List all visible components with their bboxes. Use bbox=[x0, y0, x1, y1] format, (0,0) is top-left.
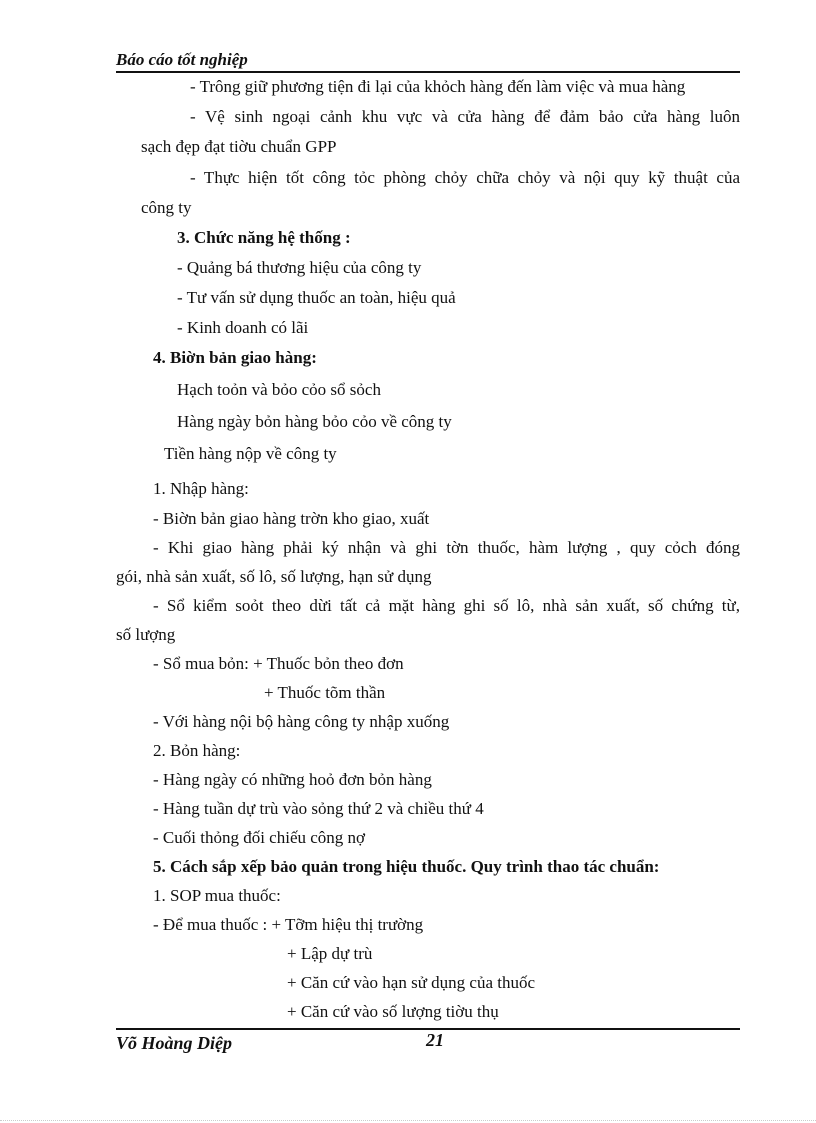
text-line: + Lập dự trù bbox=[287, 944, 373, 963]
section-heading: 3. Chức năng hệ thống : bbox=[177, 228, 351, 247]
footer-author: Võ Hoàng Diệp bbox=[116, 1033, 233, 1053]
running-header: Báo cáo tốt nghiệp bbox=[116, 50, 248, 69]
text-line: - Sổ kiểm soỏt theo dừi tất cả mặt hàng ghi số lô, nhà sản xuất, số chứng từ, bbox=[153, 596, 740, 615]
section-heading: 4. Biờn bản giao hàng: bbox=[153, 348, 317, 367]
header-rule bbox=[116, 71, 740, 73]
text-line: công ty bbox=[141, 198, 192, 217]
page-number: 21 bbox=[426, 1030, 444, 1050]
text-line: gói, nhà sản xuất, số lô, số lượng, hạn sử dụng bbox=[116, 567, 432, 586]
text-line: - Sổ mua bỏn: + Thuốc bỏn theo đơn bbox=[153, 654, 404, 673]
text-line: - Hàng tuần dự trù vào sỏng thứ 2 và chiều thứ 4 bbox=[153, 799, 484, 818]
text-line: - Tư vấn sử dụng thuốc an toàn, hiệu quả bbox=[177, 288, 456, 307]
text-line: - Biờn bản giao hàng trờn kho giao, xuất bbox=[153, 509, 430, 528]
text-line: - Với hàng nội bộ hàng công ty nhập xuống bbox=[153, 712, 450, 731]
text-line: Hạch toỏn và bỏo cỏo sổ sỏch bbox=[177, 380, 381, 399]
text-line: Hàng ngày bỏn hàng bỏo cỏo về công ty bbox=[177, 412, 452, 431]
text-line: sạch đẹp đạt tiờu chuẩn GPP bbox=[141, 137, 337, 156]
page-edge bbox=[0, 1120, 816, 1121]
text-line: số lượng bbox=[116, 625, 176, 644]
text-line: - Khi giao hàng phải ký nhận và ghi tờn thuốc, hàm lượng , quy cỏch đóng bbox=[153, 538, 740, 557]
text-line: + Căn cứ vào số lượng tiờu thụ bbox=[287, 1002, 499, 1021]
text-line: - Thực hiện tốt công tỏc phòng chỏy chữa chỏy và nội quy kỹ thuật của bbox=[190, 168, 740, 187]
text-line: 2. Bỏn hàng: bbox=[153, 741, 241, 760]
text-line: - Vệ sinh ngoại cảnh khu vực và cửa hàng để đảm bảo cửa hàng luôn bbox=[190, 107, 740, 126]
text-line: - Trông giữ phương tiện đi lại của khỏch hàng đến làm việc và mua hàng bbox=[190, 77, 686, 96]
text-line: - Kinh doanh có lãi bbox=[177, 318, 309, 337]
text-line: - Quảng bá thương hiệu của công ty bbox=[177, 258, 422, 277]
text-line: - Hàng ngày có những hoỏ đơn bỏn hàng bbox=[153, 770, 432, 789]
text-line: + Thuốc tõm thần bbox=[264, 683, 386, 702]
text-line: + Căn cứ vào hạn sử dụng của thuốc bbox=[287, 973, 536, 992]
text-line: - Cuối thỏng đối chiếu công nợ bbox=[153, 828, 366, 847]
text-line: Tiền hàng nộp về công ty bbox=[164, 444, 337, 463]
text-line: - Để mua thuốc : + Tỡm hiệu thị trường bbox=[153, 915, 424, 934]
text-line: 1. SOP mua thuốc: bbox=[153, 886, 281, 905]
text-line: 1. Nhập hàng: bbox=[153, 479, 249, 498]
section-heading: 5. Cách sắp xếp bảo quản trong hiệu thuốc. Quy trình thao tác chuẩn: bbox=[153, 857, 660, 876]
